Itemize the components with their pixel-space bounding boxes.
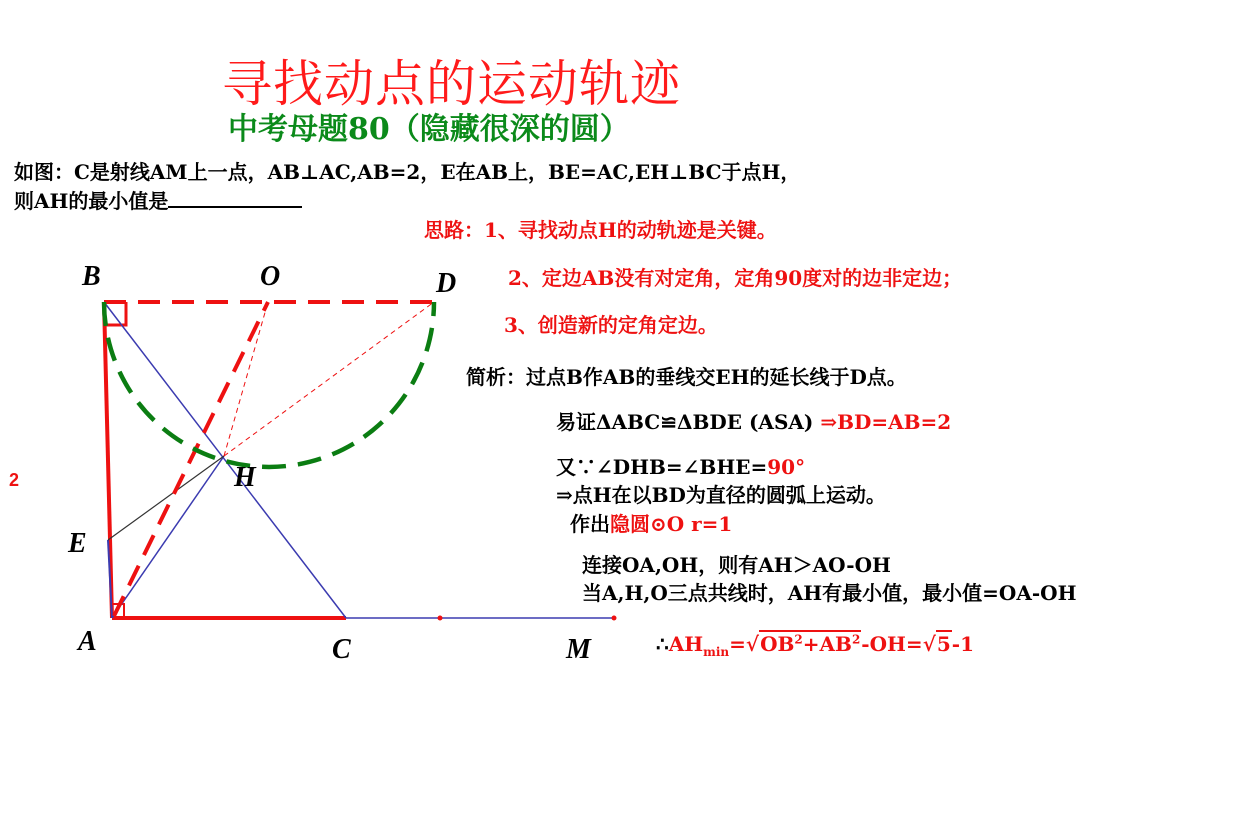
radicand-ob-exp: 2 xyxy=(794,632,803,647)
page-title: 寻找动点的运动轨迹 xyxy=(222,55,681,113)
label-o: O xyxy=(260,261,281,292)
analysis-collinear: 当A,H,O三点共线时，AH有最小值，最小值=OA-OH xyxy=(582,581,1077,605)
label-e: E xyxy=(68,528,87,559)
congruence-text: 易证ΔABC≌ΔBDE (ASA) xyxy=(556,410,814,434)
angle-text: 又∵∠DHB=∠BHE= xyxy=(556,455,768,479)
segment-eh xyxy=(108,456,224,540)
circle-text: 作出 xyxy=(570,512,610,536)
radicand-ob: OB xyxy=(760,632,795,656)
hidden-circle-arc xyxy=(104,302,434,467)
answer-eq: = xyxy=(729,632,746,656)
problem-question: 则AH的最小值是 xyxy=(14,189,169,213)
page-subtitle: 中考母题80（隐藏很深的圆） xyxy=(228,112,630,147)
answer-end: -1 xyxy=(951,632,974,656)
problem-line-1: 如图：C是射线AM上一点，AB⊥AC,AB=2，E在AB上，BE=AC,EH⊥BC于点H， xyxy=(14,160,801,184)
segment-ao xyxy=(114,302,268,616)
analysis-intro: 简析：过点B作AB的垂线交EH的延长线于D点。 xyxy=(466,365,907,389)
thinking-step-2: 2、定边AB没有对定角，定角90度对的边非定边； xyxy=(508,266,963,290)
analysis-locus: ⇒点H在以BD为直径的圆弧上运动。 xyxy=(556,483,886,507)
answer-ah: AH xyxy=(668,632,704,656)
radicand-2: 5 xyxy=(936,632,951,656)
analysis-connect: 连接OA,OH，则有AH＞AO-OH xyxy=(582,553,891,577)
label-c: C xyxy=(332,634,351,665)
thinking-step-3: 3、创造新的定角定边。 xyxy=(504,313,718,337)
therefore-symbol: ∴ xyxy=(656,632,669,656)
sqrt-sign-2: √ xyxy=(922,632,936,656)
label-b: B xyxy=(82,261,101,292)
thinking-step-1: 思路：1、寻找动点H的动轨迹是关键。 xyxy=(424,218,777,242)
angle-value: 90° xyxy=(767,455,806,479)
ray-point-1 xyxy=(438,616,443,621)
radicand-ab-exp: 2 xyxy=(851,632,861,647)
label-d: D xyxy=(436,268,457,299)
segment-ah xyxy=(112,456,224,618)
congruence-result: ⇒BD=AB=2 xyxy=(820,410,952,434)
answer-mid: -OH= xyxy=(861,632,923,656)
label-a: A xyxy=(78,626,97,657)
ray-point-m xyxy=(612,616,617,621)
label-m: M xyxy=(566,634,591,665)
answer-min: min xyxy=(703,645,730,659)
radicand-ab: +AB xyxy=(802,632,852,656)
label-ab-length: 2 xyxy=(9,470,20,490)
sqrt-sign-1: √ xyxy=(745,632,760,656)
segment-oh xyxy=(224,302,268,456)
label-h: H xyxy=(234,462,256,493)
circle-result: 隐圆⊙O r=1 xyxy=(610,512,733,536)
